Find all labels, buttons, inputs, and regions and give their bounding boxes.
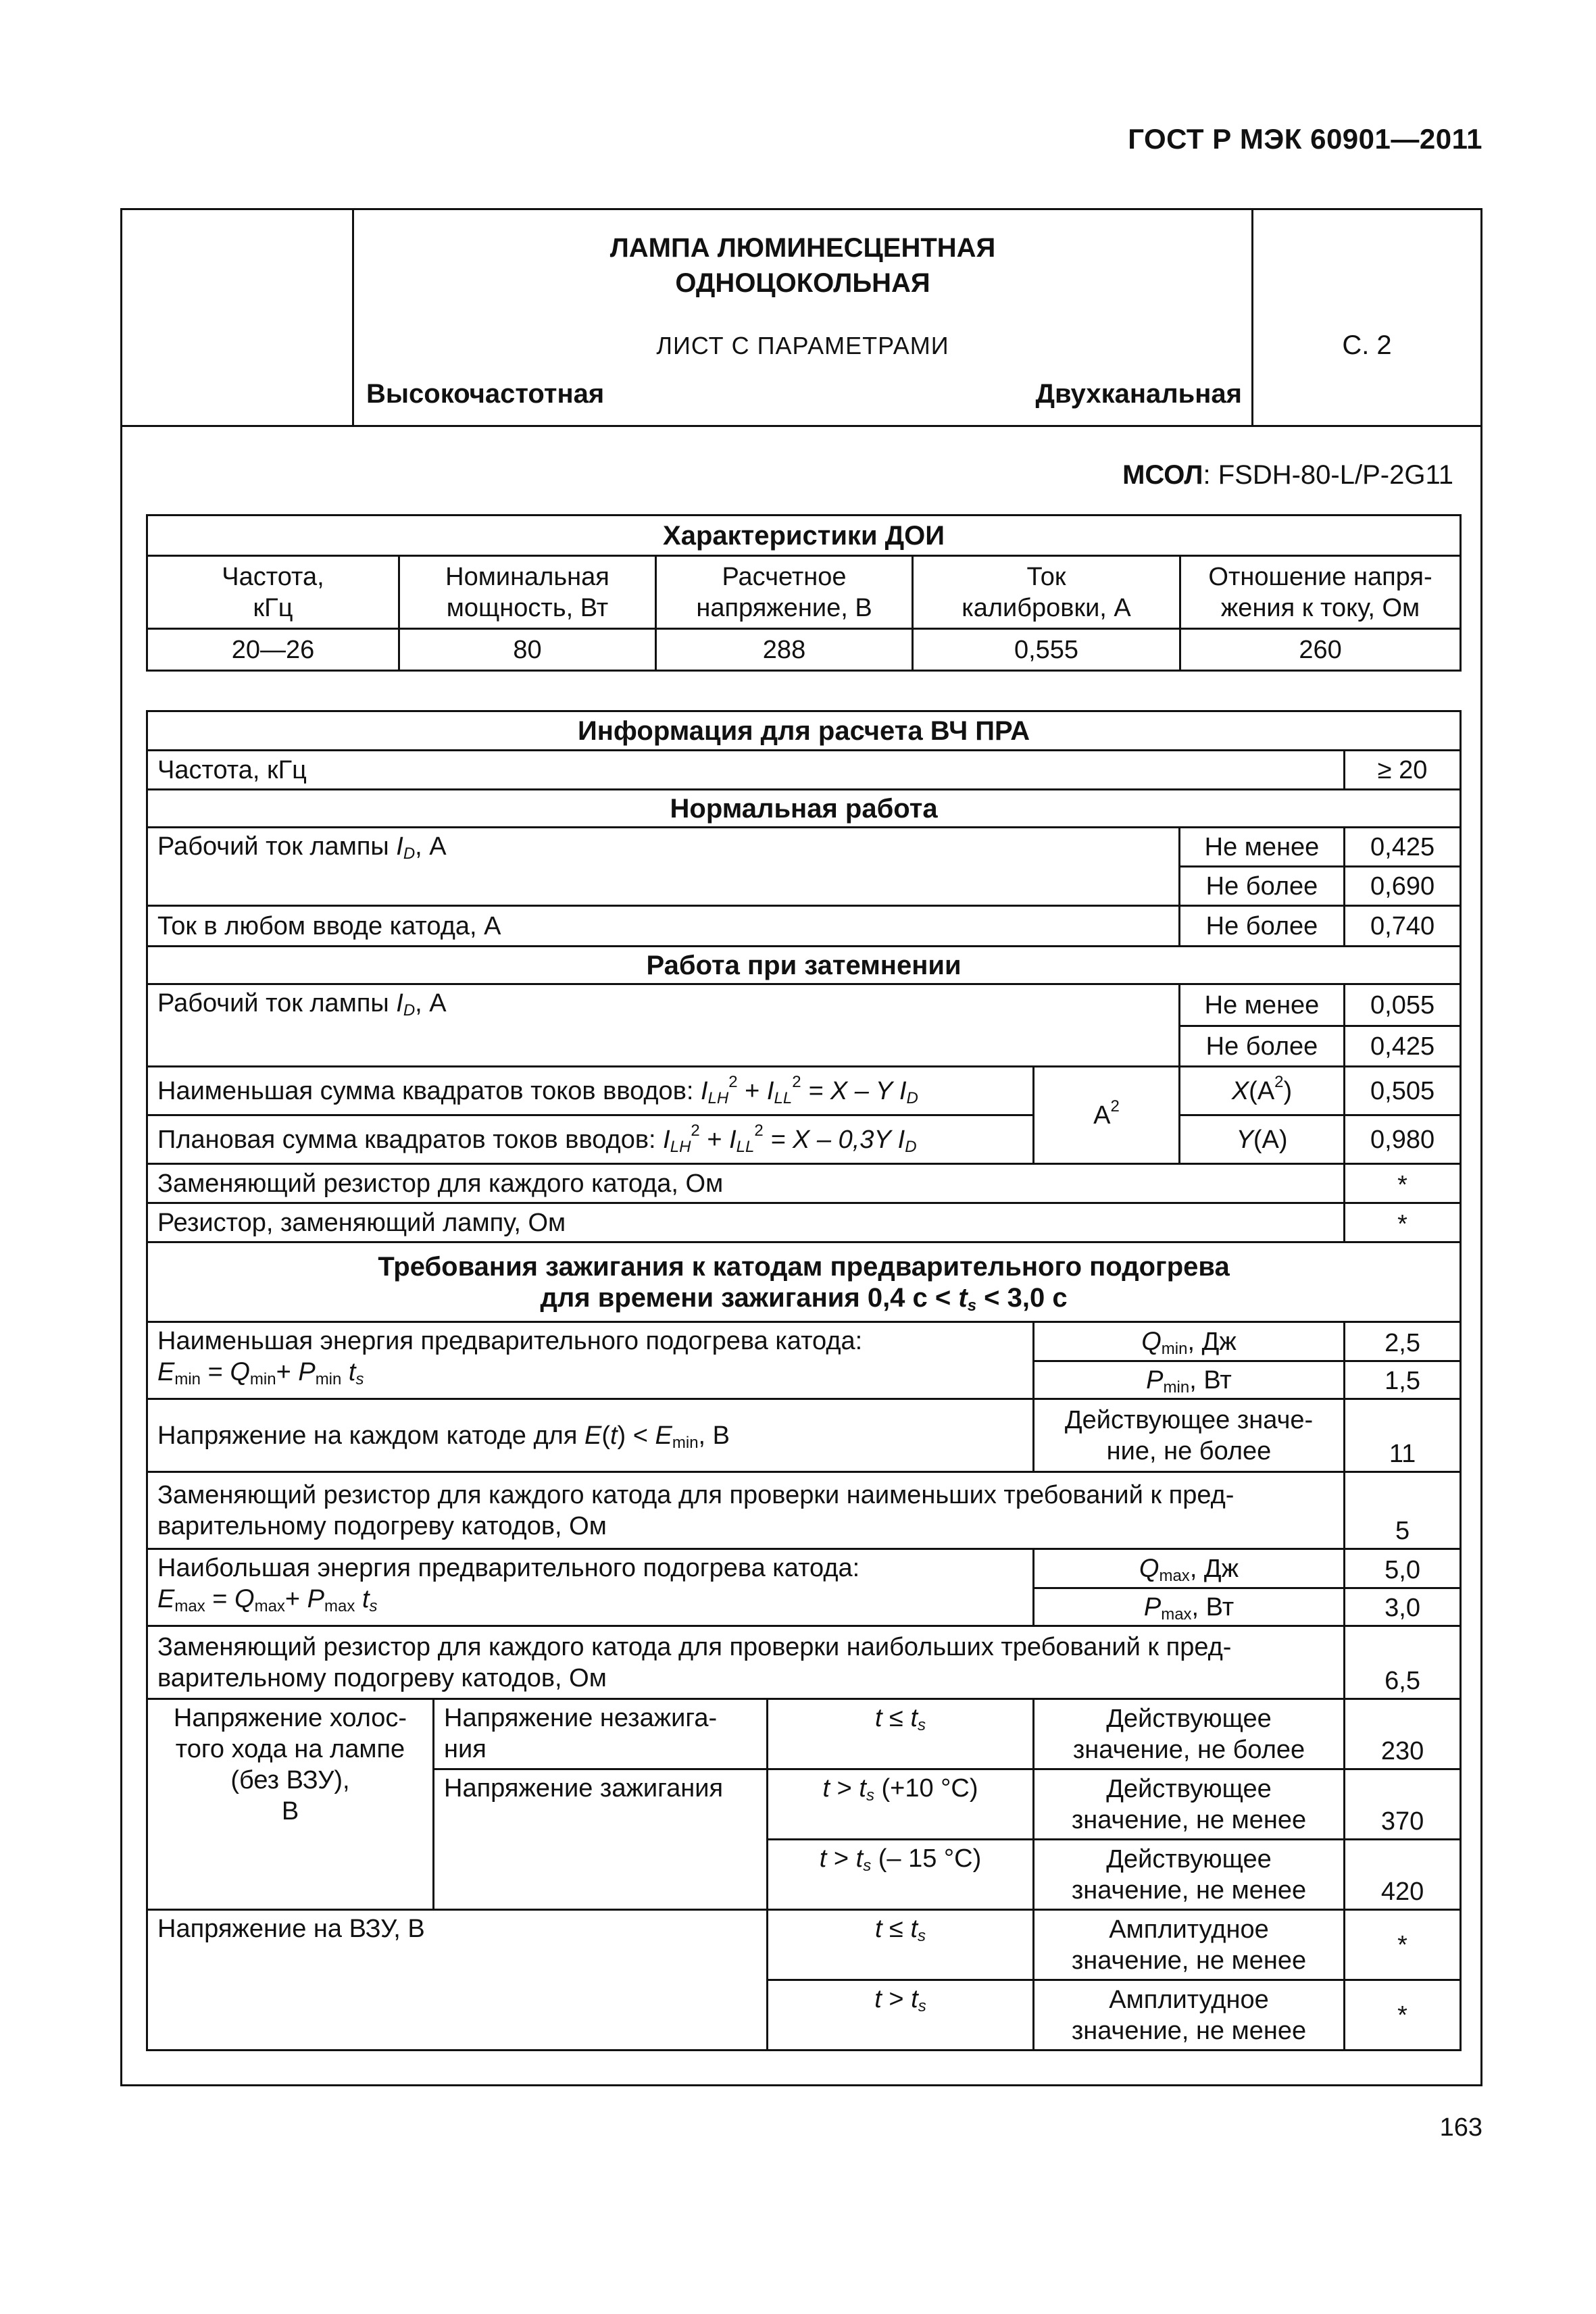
- limit-not-more: Не более: [1180, 867, 1345, 906]
- doi-value: 20—26: [147, 629, 399, 671]
- subst-min-resistor-label: Заменяющий резистор для каждого катода для проверки наименьших требований к пред- варительному подогреву катодов, Ом: [147, 1472, 1345, 1549]
- q-max-value: 5,0: [1345, 1549, 1461, 1588]
- p-min-label: $P_{min}$, Вт: [1034, 1361, 1345, 1399]
- subst-min-resistor-value: 5: [1345, 1472, 1461, 1549]
- vzu-voltage-value: *: [1345, 1910, 1461, 1980]
- sheet-page-number: С. 2: [1342, 330, 1392, 360]
- normal-operation-title: Нормальная работа: [147, 790, 1461, 828]
- normal-lamp-current-label: Рабочий ток лампы $I_D$, А: [147, 828, 1180, 906]
- doi-value: 260: [1180, 629, 1461, 671]
- doi-col-voltage: Расчетное напряжение, В: [656, 556, 913, 629]
- limit-not-less: Не менее: [1180, 984, 1345, 1026]
- dimming-operation-title: Работа при затемнении: [147, 947, 1461, 984]
- p-min-value: 1,5: [1345, 1361, 1461, 1399]
- condition-t-le-ts: $t \le t_s$: [768, 1699, 1034, 1769]
- effective-max-label: Действующее значение, не более: [1034, 1699, 1345, 1769]
- subst-lamp-resistor-label: Резистор, заменяющий лампу, Ом: [147, 1203, 1345, 1242]
- doi-title: Характеристики ДОИ: [147, 515, 1461, 556]
- q-min-label: $Q_{min}$, Дж: [1034, 1322, 1345, 1361]
- cathode-voltage-value: 11: [1345, 1399, 1461, 1472]
- doi-value: 0,555: [913, 629, 1180, 671]
- x-coefficient-value: 0,505: [1345, 1067, 1461, 1115]
- y-coefficient-label: Y(A): [1180, 1115, 1345, 1164]
- vzu-voltage-label: Напряжение на ВЗУ, В: [147, 1910, 768, 2051]
- page-number: 163: [1439, 2113, 1482, 2142]
- subst-max-resistor-value: 6,5: [1345, 1626, 1461, 1699]
- sheet-name: ЛИСТ С ПАРАМЕТРАМИ: [656, 332, 949, 359]
- dim-id-max: 0,425: [1345, 1026, 1461, 1067]
- doi-col-frequency: Частота, кГц: [147, 556, 399, 629]
- sheet-frame: [120, 208, 1482, 2086]
- ignition-voltage-label: Напряжение зажигания: [434, 1769, 768, 1910]
- amplitude-min-label: Амплитудное значение, не менее: [1034, 1910, 1345, 1980]
- condition-t-gt-ts: $t > t_s$: [768, 1980, 1034, 2051]
- condition-t-le-ts: $t \le t_s$: [768, 1910, 1034, 1980]
- vzu-voltage-value: *: [1345, 1980, 1461, 2051]
- plan-sum-squares-label: Плановая сумма квадратов токов вводов: $I_{LH}^2 + I_{LL}^2 = X - 0,3Y$ $I_D$: [147, 1115, 1034, 1164]
- cathode-voltage-label: Напряжение на каждом катоде для $E(t) < E_{min}$, В: [147, 1399, 1034, 1472]
- limit-not-more: Не более: [1180, 906, 1345, 947]
- condition-t-gt-ts-minus15: $t > t_s$ (– 15 °С): [768, 1840, 1034, 1910]
- max-preheat-energy-label: Наибольшая энергия предварительного подогрева катода: $E_{max} = Q_{max}+ P_{max}$ $t_s$: [147, 1549, 1034, 1626]
- limit-not-less: Не менее: [1180, 828, 1345, 867]
- cathode-lead-current-max: 0,740: [1345, 906, 1461, 947]
- effective-min-label: Действующее значение, не менее: [1034, 1769, 1345, 1840]
- open-circuit-voltage-label: Напряжение холос- того хода на лампе (без ВЗУ), В: [147, 1699, 434, 1910]
- doi-col-calibration-current: Ток калибровки, А: [913, 556, 1180, 629]
- min-preheat-energy-label: Наименьшая энергия предварительного подогрева катода: $E_{min} = Q_{min}+ P_{min}$ $t_s$: [147, 1322, 1034, 1399]
- ignition-requirements-title: Требования зажигания к катодам предварительного подогрева для времени зажигания 0,4 $с < t_s < 3,0$ с: [147, 1242, 1461, 1322]
- normal-id-max: 0,690: [1345, 867, 1461, 906]
- dim-lamp-current-label: Рабочий ток лампы $I_D$, А: [147, 984, 1180, 1067]
- hf-frequency-label: Частота, кГц: [147, 751, 1345, 790]
- y-coefficient-value: 0,980: [1345, 1115, 1461, 1164]
- amplitude-min-label: Амплитудное значение, не менее: [1034, 1980, 1345, 2051]
- doi-value: 288: [656, 629, 913, 671]
- doi-characteristics-table: [146, 514, 1462, 672]
- subst-lamp-resistor-value: *: [1345, 1203, 1461, 1242]
- header-empty-cell: [122, 210, 354, 425]
- lamp-title: ЛАМПА ЛЮМИНЕСЦЕНТНАЯ ОДНОЦОКОЛЬНАЯ: [609, 233, 996, 298]
- effective-max-label: Действующее значе- ние, не более: [1034, 1399, 1345, 1472]
- lamp-designation: МСОЛ: FSDH-80-L/P-2G11: [1122, 460, 1453, 490]
- q-min-value: 2,5: [1345, 1322, 1461, 1361]
- ignition-voltage-plus10-value: 370: [1345, 1769, 1461, 1840]
- doi-value: 80: [399, 629, 656, 671]
- limit-not-more: Не более: [1180, 1026, 1345, 1067]
- sheet-header: [122, 210, 1480, 427]
- x-coefficient-label: $X(А^2)$: [1180, 1067, 1345, 1115]
- p-max-label: $P_{max}$, Вт: [1034, 1588, 1345, 1626]
- lamp-type-hf: Высокочастотная: [366, 379, 605, 409]
- subst-cathode-resistor-label: Заменяющий резистор для каждого катода, Ом: [147, 1164, 1345, 1203]
- unit-a-squared: $А^2$: [1034, 1067, 1180, 1164]
- header-title-cell: [354, 210, 1251, 425]
- non-ignition-voltage-value: 230: [1345, 1699, 1461, 1769]
- subst-cathode-resistor-value: *: [1345, 1164, 1461, 1203]
- ignition-voltage-minus15-value: 420: [1345, 1840, 1461, 1910]
- min-sum-squares-label: Наименьшая сумма квадратов токов вводов: $I_{LH}^2 + I_{LL}^2 = X - Y$ $I_D$: [147, 1067, 1034, 1115]
- q-max-label: $Q_{max}$, Дж: [1034, 1549, 1345, 1588]
- dim-id-min: 0,055: [1345, 984, 1461, 1026]
- doi-col-power: Номинальная мощность, Вт: [399, 556, 656, 629]
- hf-frequency-value: ≥ 20: [1345, 751, 1461, 790]
- doi-col-ratio: Отношение напря- жения к току, Ом: [1180, 556, 1461, 629]
- normal-id-min: 0,425: [1345, 828, 1461, 867]
- hf-ballast-table: [146, 710, 1462, 2051]
- lamp-type-two-channel: Двухканальная: [1035, 379, 1242, 409]
- condition-t-gt-ts-plus10: $t > t_s$ (+10 °С): [768, 1769, 1034, 1840]
- p-max-value: 3,0: [1345, 1588, 1461, 1626]
- subst-max-resistor-label: Заменяющий резистор для каждого катода для проверки наибольших требований к пред- варительному подогреву катодов, Ом: [147, 1626, 1345, 1699]
- hf-title: Информация для расчета ВЧ ПРА: [147, 711, 1461, 751]
- non-ignition-voltage-label: Напряжение незажига- ния: [434, 1699, 768, 1769]
- cathode-lead-current-label: Ток в любом вводе катода, А: [147, 906, 1180, 947]
- standard-number: ГОСТ Р МЭК 60901—2011: [1128, 123, 1482, 155]
- effective-min-label: Действующее значение, не менее: [1034, 1840, 1345, 1910]
- header-page-cell: [1251, 210, 1480, 425]
